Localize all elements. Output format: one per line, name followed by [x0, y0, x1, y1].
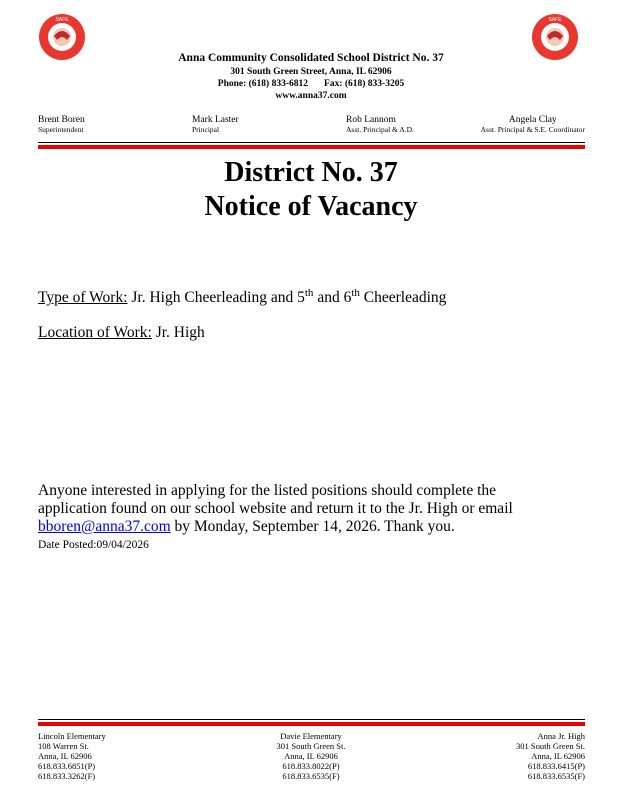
staff-asst-principal-se — [481, 115, 585, 135]
application-instructions — [38, 482, 513, 536]
email-link[interactable]: bboren@anna37.com — [38, 518, 171, 535]
district-phone-fax — [0, 79, 622, 89]
staff-name: Angela Clay — [508, 115, 557, 125]
date-posted: Date Posted:09/04/2026 — [38, 539, 149, 551]
notice-title-line2: Notice of Vacancy — [204, 191, 418, 222]
type-of-work — [38, 284, 446, 307]
deadline-text: by Monday, September 14, 2026. Thank you. — [170, 518, 455, 535]
paragraph-line — [38, 518, 513, 536]
district-phone: Phone: (618) 833-6812 — [217, 79, 309, 89]
staff-name: Mark Laster — [192, 115, 239, 125]
school-name: Davie Elementary — [280, 731, 342, 741]
type-of-work-value: Cheerleading — [359, 289, 447, 307]
staff-title: Asst. Principal & A.D. — [346, 125, 414, 134]
paragraph-line: Anyone interested in applying for the listed positions should complete the — [38, 482, 497, 499]
header-divider — [38, 142, 585, 143]
superscript: th — [304, 287, 314, 299]
staff-principal — [192, 115, 239, 135]
school-fax: 618.833.3262(F) — [38, 771, 96, 781]
school-fax: 618.833.6535(F) — [282, 771, 340, 781]
staff-name: Brent Boren — [38, 115, 85, 125]
footer-anna-jr-high — [516, 731, 585, 781]
staff-name: Rob Lannom — [346, 115, 396, 125]
footer-lincoln-elementary — [38, 731, 106, 781]
location-of-work-value: Jr. High — [151, 324, 205, 341]
school-street: 301 South Green St. — [276, 741, 346, 751]
superscript: th — [351, 287, 360, 299]
paragraph-line: application found on our school website and return it to the Jr. High or email — [38, 500, 513, 517]
school-phone: 618.833.6415(P) — [527, 761, 585, 771]
school-city: Anna, IL 62906 — [284, 751, 338, 761]
district-fax: Fax: (618) 833-3205 — [324, 79, 405, 89]
type-of-work-label: Type of Work: — [38, 289, 128, 307]
svg-text:SAFE: SAFE — [55, 17, 69, 23]
school-fax: 618.833.6535(F) — [527, 771, 585, 781]
district-address: 301 South Green Street, Anna, IL 62906 — [230, 67, 392, 77]
staff-asst-principal-ad — [346, 115, 414, 135]
school-name: Lincoln Elementary — [38, 731, 106, 741]
footer-divider-red — [38, 722, 585, 726]
staff-title: Superintendent — [38, 125, 84, 134]
district-website: www.anna37.com — [275, 91, 347, 101]
district-name: Anna Community Consolidated School District No. 37 — [178, 52, 444, 64]
footer-divider — [38, 719, 585, 720]
staff-title: Asst. Principal & S.E. Coordinator — [480, 125, 585, 134]
school-city: Anna, IL 62906 — [531, 751, 585, 761]
type-of-work-value: and 6 — [313, 289, 352, 307]
school-phone: 618.833.8022(P) — [282, 761, 340, 771]
type-of-work-value: Jr. High Cheerleading and 5 — [127, 289, 305, 307]
staff-superintendent — [38, 115, 85, 135]
school-city: Anna, IL 62906 — [38, 751, 92, 761]
notice-title-line1: District No. 37 — [224, 157, 398, 188]
staff-title: Principal — [192, 125, 220, 134]
school-street: 108 Warren St. — [38, 741, 89, 751]
school-phone: 618.833.6851(P) — [38, 761, 96, 771]
location-of-work-label: Location of Work: — [38, 324, 152, 341]
svg-text:SAFE: SAFE — [548, 17, 562, 23]
school-street: 301 South Green St. — [516, 741, 585, 751]
location-of-work — [38, 324, 205, 342]
footer-davie-elementary — [256, 731, 366, 781]
header-divider-red — [38, 145, 585, 149]
school-name: Anna Jr. High — [537, 731, 585, 741]
